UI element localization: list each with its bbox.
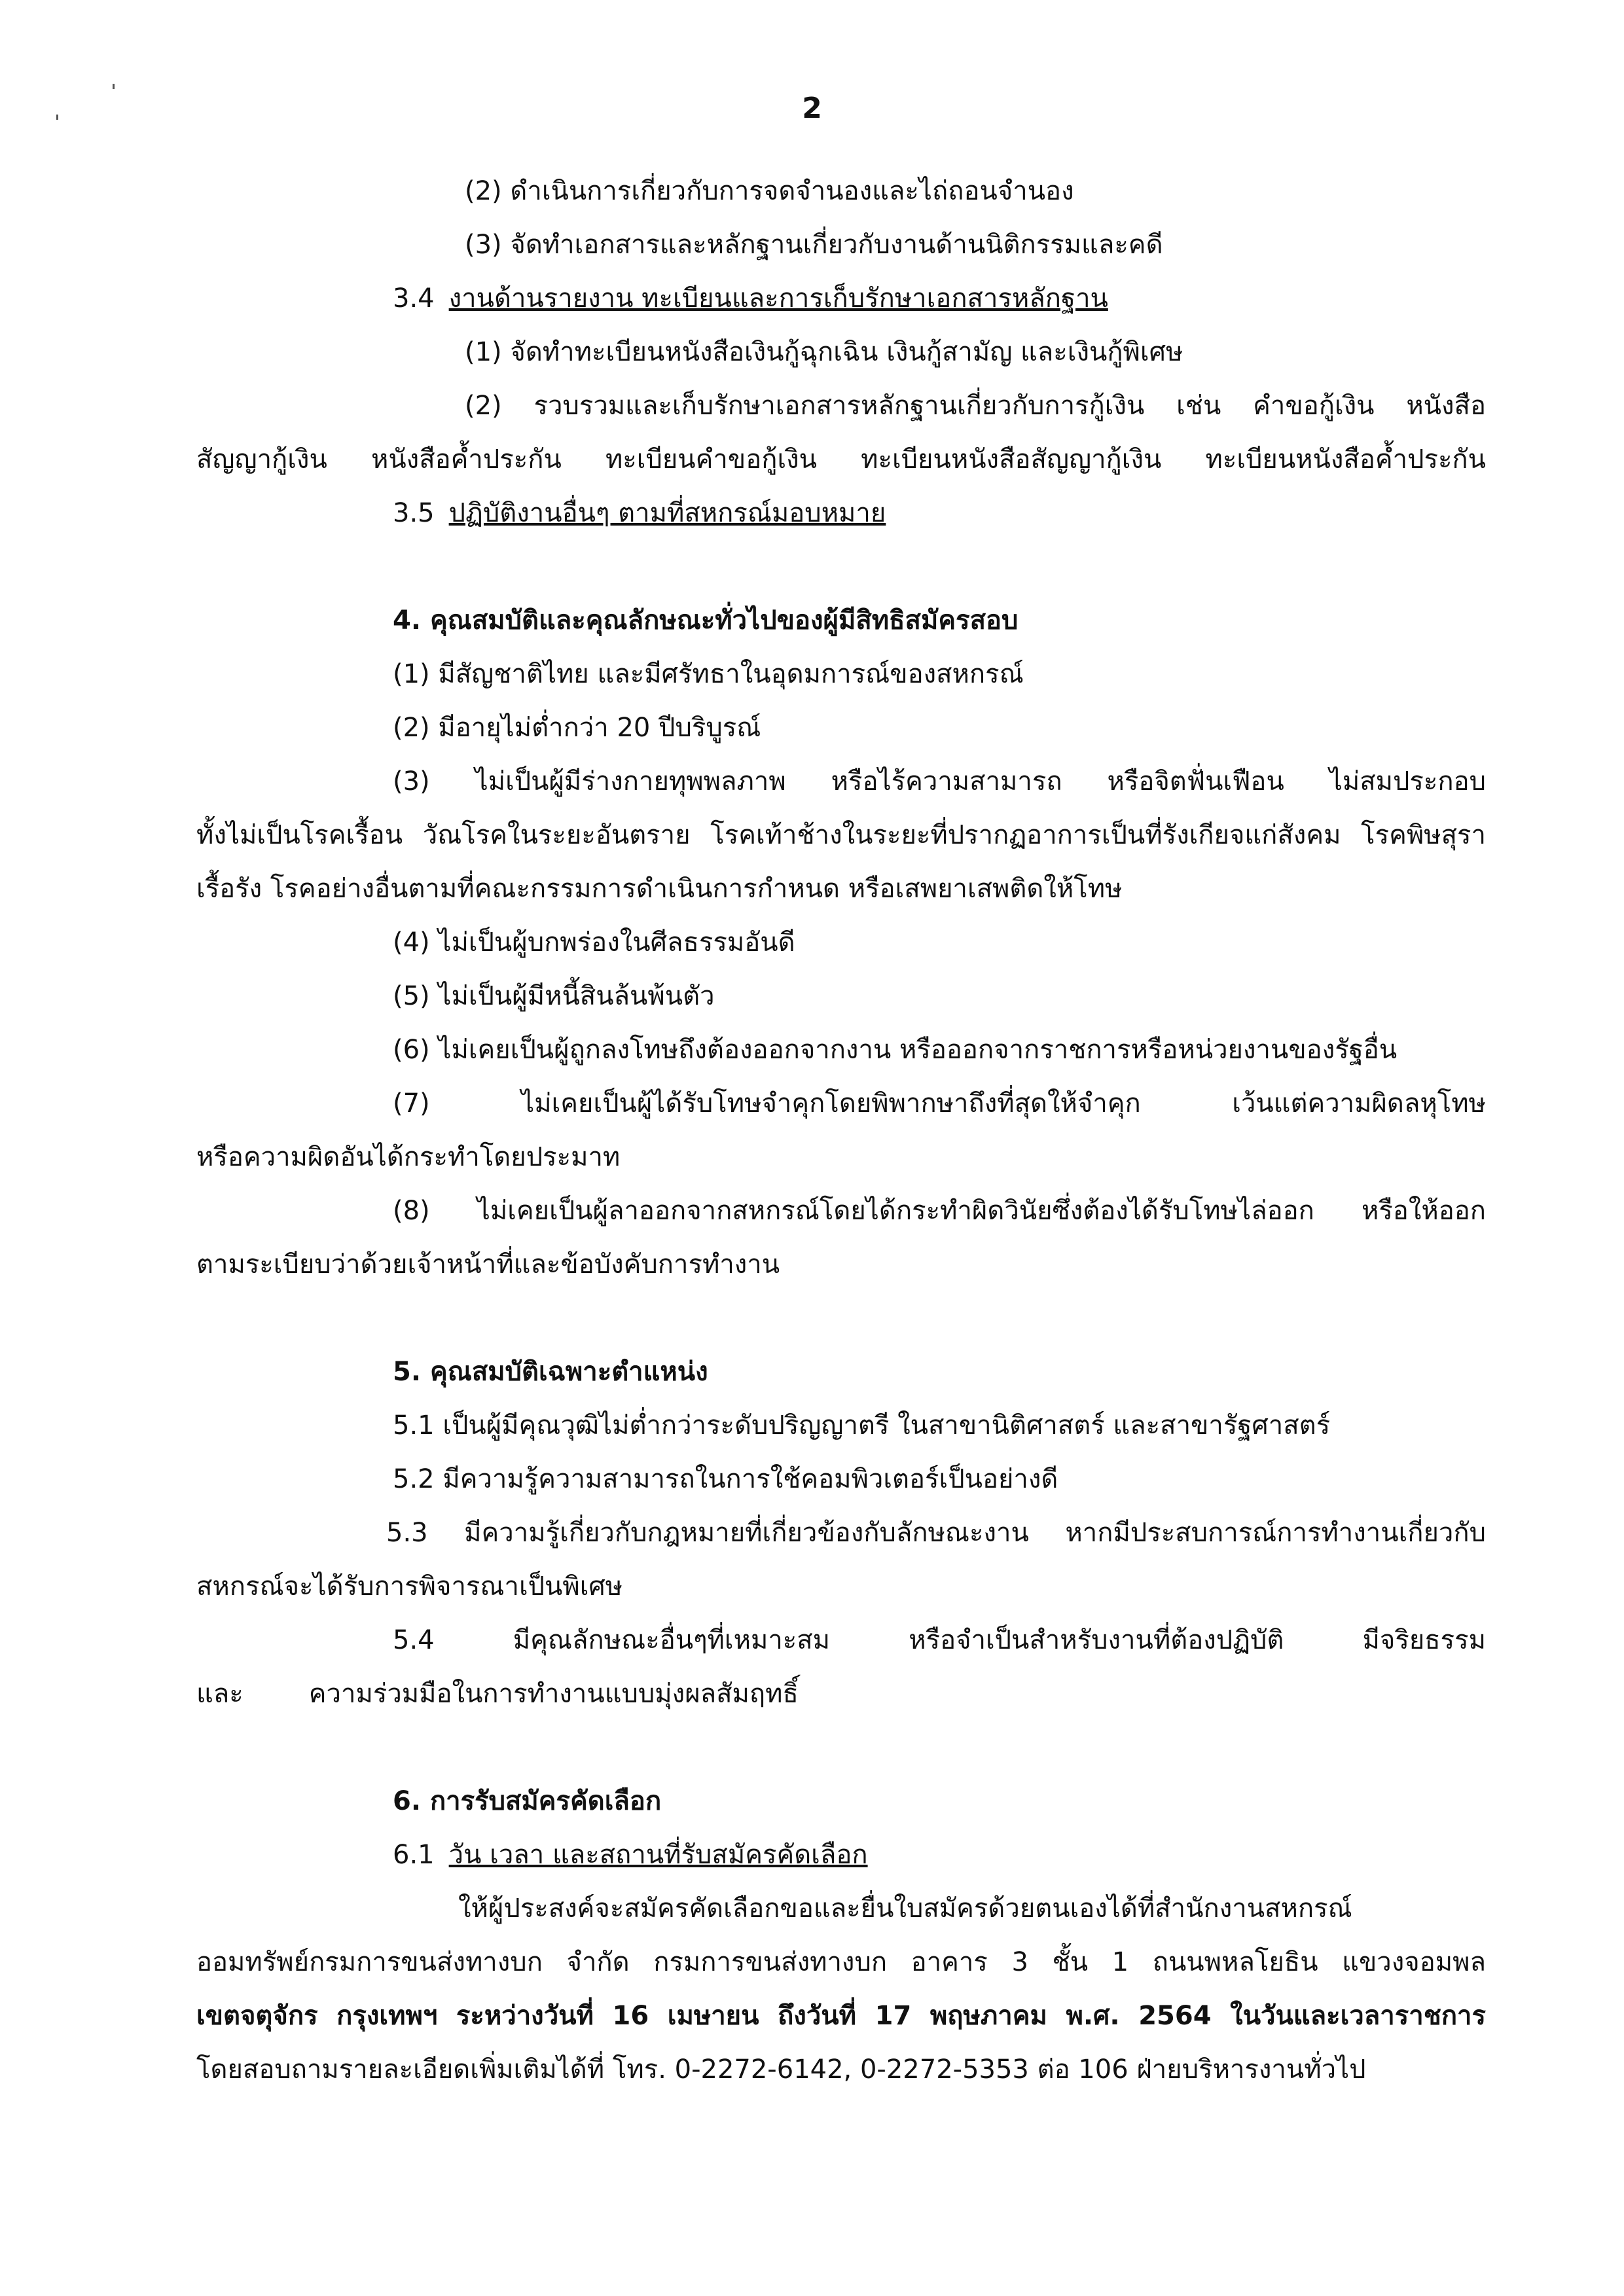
text-line: (3) ไม่เป็นผู้มีร่างกายทุพพลภาพ หรือไร้ความสามารถ หรือจิตฟั่นเฟือน ไม่สมประกอบ (393, 766, 1486, 797)
text-line: (7) ไม่เคยเป็นผู้ได้รับโทษจำคุกโดยพิพากษาถึงที่สุดให้จำคุก เว้นแต่ความผิดลหุโทษ (393, 1088, 1486, 1119)
text-line: เรื้อรัง โรคอย่างอื่นตามที่คณะกรรมการดำเนินการกำหนด หรือเสพยาเสพติดให้โทษ (196, 874, 1123, 904)
section-heading-5: 5. คุณสมบัติเฉพาะตำแหน่ง (393, 1357, 708, 1387)
text-line: 5.4 มีคุณลักษณะอื่นๆที่เหมาะสม หรือจำเป็นสำหรับงานที่ต้องปฏิบัติ มีจริยธรรม (393, 1625, 1486, 1655)
text-line: ออมทรัพย์กรมการขนส่งทางบก จำกัด กรมการขนส่งทางบก อาคาร 3 ชั้น 1 ถนนพหลโยธิน แขวงจอมพล (196, 1947, 1486, 1977)
text-line: (6) ไม่เคยเป็นผู้ถูกลงโทษถึงต้องออกจากงาน หรือออกจากราชการหรือหน่วยงานของรัฐอื่น (393, 1035, 1398, 1065)
text-line: หรือความผิดอันได้กระทำโดยประมาท (196, 1142, 621, 1172)
text-line: (3) จัดทำเอกสารและหลักฐานเกี่ยวกับงานด้านนิติกรรมและคดี (465, 230, 1163, 260)
text-line: 5.3 มีความรู้เกี่ยวกับกฎหมายที่เกี่ยวข้องกับลักษณะงาน หากมีประสบการณ์การทำงานเกี่ยวกับ (386, 1518, 1486, 1548)
page-number: 2 (802, 92, 822, 125)
section-number: 3.5 (393, 498, 435, 528)
section-number: 3.4 (393, 283, 435, 314)
scan-speck (113, 84, 115, 89)
section-title: วัน เวลา และสถานที่รับสมัครคัดเลือก (448, 1840, 868, 1870)
text-line: 5.1 เป็นผู้มีคุณวุฒิไม่ต่ำกว่าระดับปริญญาตรี ในสาขานิติศาสตร์ และสาขารัฐศาสตร์ (393, 1410, 1331, 1441)
text-line: (1) จัดทำทะเบียนหนังสือเงินกู้ฉุกเฉิน เงินกู้สามัญ และเงินกู้พิเศษ (465, 337, 1183, 367)
text-line: (4) ไม่เป็นผู้บกพร่องในศีลธรรมอันดี (393, 927, 795, 958)
text-line: 5.2 มีความรู้ความสามารถในการใช้คอมพิวเตอร์เป็นอย่างดี (393, 1464, 1058, 1494)
text-line: สัญญากู้เงิน หนังสือค้ำประกัน ทะเบียนคำขอกู้เงิน ทะเบียนหนังสือสัญญากู้เงิน ทะเบียนหนังสือค้ำประกัน (196, 444, 1486, 475)
section-heading-6: 6. การรับสมัครคัดเลือก (393, 1786, 662, 1816)
section-number: 6.1 (393, 1840, 435, 1870)
section-title: งานด้านรายงาน ทะเบียนและการเก็บรักษาเอกสารหลักฐาน (448, 283, 1108, 314)
text-line: ตามระเบียบว่าด้วยเจ้าหน้าที่และข้อบังคับการทำงาน (196, 1249, 780, 1280)
text-line: (2) รวบรวมและเก็บรักษาเอกสารหลักฐานเกี่ยวกับการกู้เงิน เช่น คำขอกู้เงิน หนังสือ (465, 391, 1486, 421)
text-fragment: ความร่วมมือในการทำงานแบบมุ่งผลสัมฤทธิ์ (308, 1679, 799, 1709)
section-heading-4: 4. คุณสมบัติและคุณลักษณะทั่วไปของผู้มีสิทธิสมัครสอบ (393, 605, 1019, 636)
text-line: (8) ไม่เคยเป็นผู้ลาออกจากสหกรณ์โดยได้กระทำผิดวินัยซึ่งต้องได้รับโทษไล่ออก หรือให้ออก (393, 1196, 1486, 1226)
text-fragment: และ (196, 1679, 244, 1709)
text-line: (2) ดำเนินการเกี่ยวกับการจดจำนองและไถ่ถอนจำนอง (465, 176, 1074, 206)
section-heading-3-5 (393, 493, 886, 533)
text-line: (5) ไม่เป็นผู้มีหนี้สินล้นพ้นตัว (393, 981, 715, 1011)
text-line: สหกรณ์จะได้รับการพิจารณาเป็นพิเศษ (196, 1571, 623, 1602)
text-line: (1) มีสัญชาติไทย และมีศรัทธาในอุดมการณ์ของสหกรณ์ (393, 659, 1024, 689)
text-line: (2) มีอายุไม่ต่ำกว่า 20 ปีบริบูรณ์ (393, 713, 761, 743)
section-heading-6-1 (393, 1835, 868, 1874)
text-line: ทั้งไม่เป็นโรคเรื้อน วัณโรคในระยะอันตราย โรคเท้าช้างในระยะที่ปรากฏอาการเป็นที่รังเกียจแก่สังคม โรคพิษสุรา (196, 820, 1486, 850)
text-line-bold: เขตจตุจักร กรุงเทพฯ ระหว่างวันที่ 16 เมษายน ถึงวันที่ 17 พฤษภาคม พ.ศ. 2564 ในวันและเวลาราชการ (196, 2001, 1486, 2031)
text-line: โดยสอบถามรายละเอียดเพิ่มเติมได้ที่ โทร. 0-2272-6142, 0-2272-5353 ต่อ 106 ฝ่ายบริหารงานทั่วไป (196, 2054, 1366, 2085)
text-line: ให้ผู้ประสงค์จะสมัครคัดเลือกขอและยื่นใบสมัครด้วยตนเองได้ที่สำนักงานสหกรณ์ (458, 1893, 1352, 1924)
section-heading-3-4 (393, 279, 1108, 318)
scan-speck (56, 115, 58, 120)
section-title: ปฏิบัติงานอื่นๆ ตามที่สหกรณ์มอบหมาย (448, 498, 886, 528)
text-line (196, 1674, 799, 1713)
